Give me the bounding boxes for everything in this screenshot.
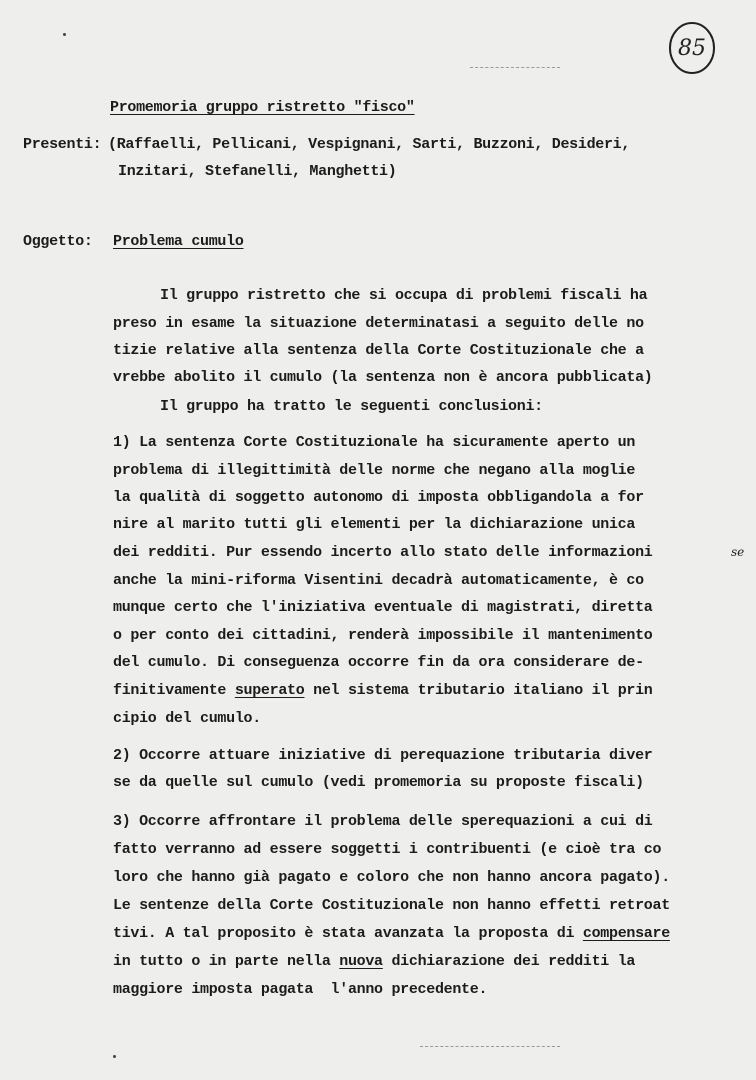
point3-line-3: loro che hanno già pagato e coloro che non hanno ancora pagato). xyxy=(113,869,670,886)
handwritten-se-annotation: se xyxy=(731,545,745,559)
intro-line-4: vrebbe abolito il cumulo (la sentenza non è ancora pubblicata) xyxy=(113,369,653,386)
point3-line-6-post: dichiarazione dei redditi la xyxy=(382,953,636,970)
intro-line-5: Il gruppo ha tratto le seguenti conclusioni: xyxy=(160,398,543,415)
point1-line-5: dei redditi. Pur essendo incerto allo stato delle informazioni xyxy=(113,544,653,561)
point3-line-5-pre: tivi. A tal proposito è stata avanzata la proposta di xyxy=(113,925,583,942)
point3-line-2: fatto verranno ad essere soggetti i contribuenti (e cioè tra co xyxy=(113,841,662,858)
point1-line-9: del cumulo. Di conseguenza occorre fin da ora considerare de- xyxy=(113,654,644,671)
faint-mark xyxy=(470,67,560,68)
point1-line-10-post: nel sistema tributario italiano il prin xyxy=(304,682,653,699)
point3-line-7: maggiore imposta pagata l'anno precedente. xyxy=(113,981,488,998)
document-title: Promemoria gruppo ristretto "fisco" xyxy=(110,99,415,116)
intro-line-3: tizie relative alla sentenza della Corte Costituzionale che a xyxy=(113,342,644,359)
point2-line-1: 2) Occorre attuare iniziative di perequazione tributaria diver xyxy=(113,747,653,764)
intro-line-2: preso in esame la situazione determinatasi a seguito delle no xyxy=(113,315,644,332)
point3-line-4: Le sentenze della Corte Costituzionale non hanno effetti retroat xyxy=(113,897,670,914)
nuova-underlined: nuova xyxy=(339,953,383,970)
point1-line-11: cipio del cumulo. xyxy=(113,710,261,727)
point3-line-6-pre: in tutto o in parte nella xyxy=(113,953,340,970)
point1-line-10 xyxy=(113,681,653,701)
point1-line-3: la qualità di soggetto autonomo di imposta obbligandola a for xyxy=(113,489,644,506)
point3-line-5 xyxy=(113,924,670,944)
superato-underlined: superato xyxy=(234,682,305,699)
point1-line-4: nire al marito tutti gli elementi per la dichiarazione unica xyxy=(113,516,636,533)
archive-stamp xyxy=(667,20,717,76)
point1-line-1: 1) La sentenza Corte Costituzionale ha sicuramente aperto un xyxy=(113,434,636,451)
point1-line-2: problema di illegittimità delle norme che negano alla moglie xyxy=(113,462,636,479)
oggetto-label: Oggetto: xyxy=(23,233,93,250)
intro-line-1: Il gruppo ristretto che si occupa di problemi fiscali ha xyxy=(160,287,648,304)
compensare-underlined: compensare xyxy=(582,925,670,942)
point1-line-7: munque certo che l'iniziativa eventuale di magistrati, diretta xyxy=(113,599,653,616)
point3-line-1: 3) Occorre affrontare il problema delle sperequazioni a cui di xyxy=(113,813,653,830)
paper-speck-bottom xyxy=(113,1055,116,1058)
point1-line-8: o per conto dei cittadini, renderà impossibile il mantenimento xyxy=(113,627,653,644)
faint-mark-bottom xyxy=(420,1046,560,1047)
point2-line-2: se da quelle sul cumulo (vedi promemoria su proposte fiscali) xyxy=(113,774,644,791)
presenti-label: Presenti: xyxy=(23,136,102,153)
oggetto-value: Problema cumulo xyxy=(113,233,244,250)
stamp-number: 85 xyxy=(678,35,706,61)
presenti-line-2: Inzitari, Stefanelli, Manghetti) xyxy=(118,163,397,180)
paper-speck xyxy=(63,33,66,36)
presenti-line-1: (Raffaelli, Pellicani, Vespignani, Sarti, Buzzoni, Desideri, xyxy=(108,136,631,153)
point1-line-6: anche la mini-riforma Visentini decadrà automaticamente, è co xyxy=(113,572,644,589)
point3-line-6 xyxy=(113,952,635,972)
point1-line-10-pre: finitivamente xyxy=(113,682,235,699)
